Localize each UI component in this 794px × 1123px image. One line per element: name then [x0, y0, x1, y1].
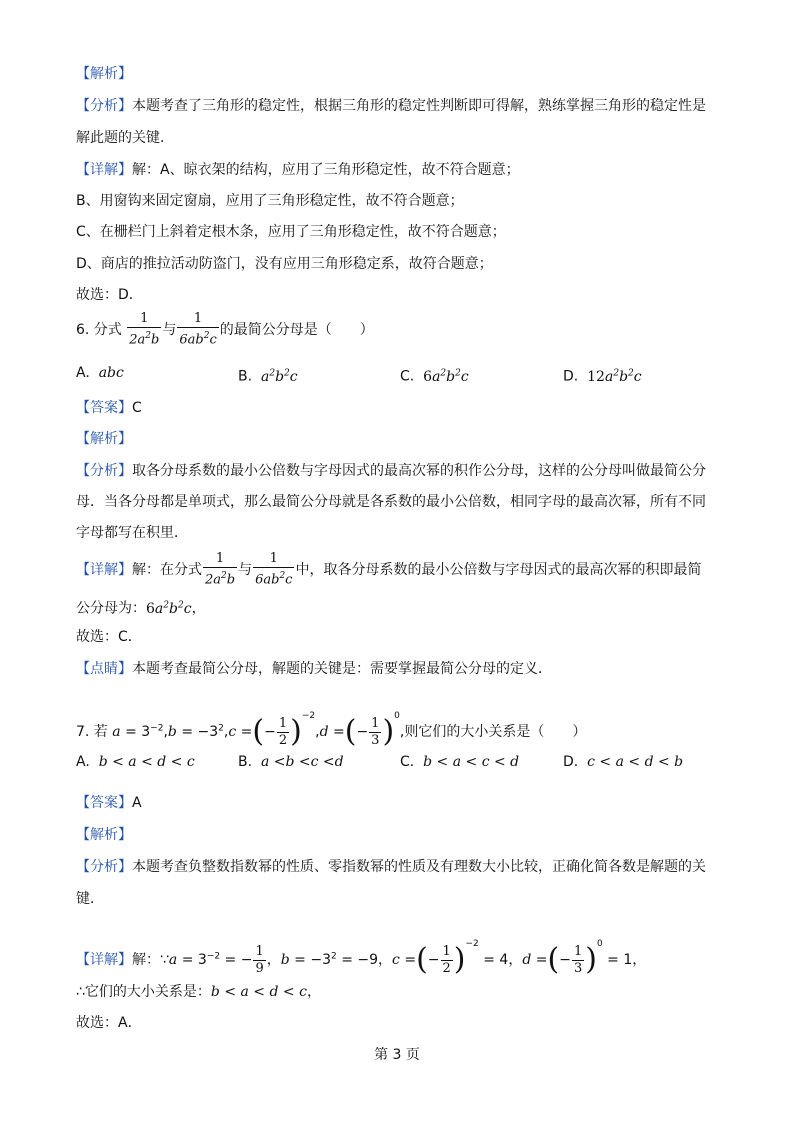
analysis-text-2: 解此题的关键．	[76, 130, 174, 146]
fraction-2: $\frac{1}{6ab^2c}$	[179, 311, 217, 348]
detail-label: 【详解】	[76, 562, 132, 578]
analysis-heading: 【解析】	[76, 66, 132, 82]
q6-analysis-2: 母．当各分母都是单项式，那么最简公分母就是各系数的最小公倍数，相同字母的最高次幂，所有不同	[76, 494, 706, 510]
detail-text: 解：在分式	[132, 562, 202, 578]
q6-option-d: D. $12a^2b^2c$	[563, 368, 642, 385]
detail-line-b: B、用窗钩来固定窗扇，应用了三角形稳定性，故不符合题意；	[76, 193, 464, 209]
detail-paragraph	[76, 160, 520, 180]
answer-label: 【答案】	[76, 400, 132, 416]
q7-suffix: ,则它们的大小关系是（ ）	[399, 724, 587, 740]
detail-label: 【详解】	[76, 952, 132, 968]
q7-option-b: B. a <b <c <d	[238, 754, 344, 770]
q6-detail-2: 公分母为：$6a^2b^2c$，	[76, 600, 206, 617]
q6-prefix: 6. 分式	[76, 322, 122, 338]
q6-analysis-heading: 【解析】	[76, 431, 132, 447]
q7-order: ∴它们的大小关系是：b < a < d < c，	[76, 984, 321, 1000]
q7-option-c: C. b < a < c < d	[400, 754, 520, 770]
analysis-paragraph	[76, 96, 706, 116]
analysis-label: 【分析】	[76, 98, 132, 114]
q6-conclusion: 故选：C．	[76, 629, 142, 645]
conclusion: 故选：D．	[76, 287, 143, 303]
q7-conclusion: 故选：A．	[76, 1015, 142, 1031]
q7-option-a: A. b < a < d < c	[76, 754, 195, 770]
detail-text: 解：A、晾衣架的结构，应用了三角形稳定性，故不符合题意；	[132, 162, 520, 178]
detail-label: 【详解】	[76, 162, 132, 178]
q6-analysis-3: 字母都写在积里．	[76, 525, 188, 541]
fraction-1: $\frac{1}{2a^2b}$	[205, 551, 236, 588]
q6-option-a: A. abc	[76, 365, 124, 381]
remark-text: 本题考查最简公分母，解题的关键是：需要掌握最简公分母的定义．	[132, 661, 552, 677]
detail-mid: 与	[238, 562, 253, 578]
q6-remark	[76, 659, 552, 679]
q6-answer	[76, 398, 142, 418]
answer-value: C	[132, 400, 142, 416]
fraction-1: $\frac{1}{2a^2b}$	[129, 311, 160, 348]
analysis-label: 【分析】	[76, 463, 132, 479]
q6-detail	[76, 550, 701, 590]
detail-text: 解：	[132, 952, 160, 968]
analysis-text: 本题考查负整数指数幂的性质、零指数幂的性质及有理数大小比较，正确化简各数是解题的关	[132, 859, 706, 875]
q7-answer	[76, 793, 142, 813]
detail-line-d: D、商店的推拉活动防盗门，没有应用三角形稳定系，故符合题意；	[76, 256, 493, 272]
q6-suffix: 的最简公分母是（ ）	[219, 322, 374, 338]
answer-label: 【答案】	[76, 795, 132, 811]
q6-option-c: C. $6a^2b^2c$	[400, 368, 469, 385]
question-7: 7. 若 $a = 3^{-2},b = -3^2,c$ =(− $\frac{1}{2}$ )$^{-2}$,d =(− $\frac{1}{3}$ )$^0$,则它们的大小关系是（ ）	[76, 711, 587, 749]
q7-detail: 【详解】解：∵a = $3^{-2}$ = − $\frac{1}{9}$ ，$b = -3^2 = -9$，c =(− $\frac{1}{2}$ )$^{-2}$ = 4，d =(− $\frac{1}{3}$ )$^0$ = 1，	[76, 939, 647, 977]
q7-option-d: D. c < a < d < b	[563, 754, 684, 770]
question-6	[76, 310, 374, 350]
analysis-text: 取各分母系数的最小公倍数与字母因式的最高次幂的积作公分母，这样的公分母叫做最简公分	[132, 463, 706, 479]
q6-analysis	[76, 461, 706, 481]
q6-mid: 与	[162, 322, 177, 338]
analysis-text: 本题考查了三角形的稳定性，根据三角形的稳定性判断即可得解，熟练掌握三角形的稳定性是	[132, 98, 706, 114]
remark-label: 【点睛】	[76, 661, 132, 677]
q6-option-b: B. $a^2b^2c$	[238, 368, 298, 385]
q7-prefix: 7. 若	[76, 724, 108, 740]
q7-analysis-heading: 【解析】	[76, 827, 132, 843]
fraction-2: $\frac{1}{6ab^2c}$	[255, 551, 293, 588]
q7-analysis	[76, 857, 706, 877]
analysis-label: 【分析】	[76, 859, 132, 875]
q7-analysis-2: 键．	[76, 891, 104, 907]
detail-line-c: C、在栅栏门上斜着定根木条，应用了三角形稳定性，故不符合题意；	[76, 224, 506, 240]
answer-value: A	[132, 795, 142, 811]
page-number: 第 3 页	[374, 1047, 420, 1063]
detail-suffix: 中，取各分母系数的最小公倍数与字母因式的最高次幂的积即最简	[295, 562, 702, 578]
